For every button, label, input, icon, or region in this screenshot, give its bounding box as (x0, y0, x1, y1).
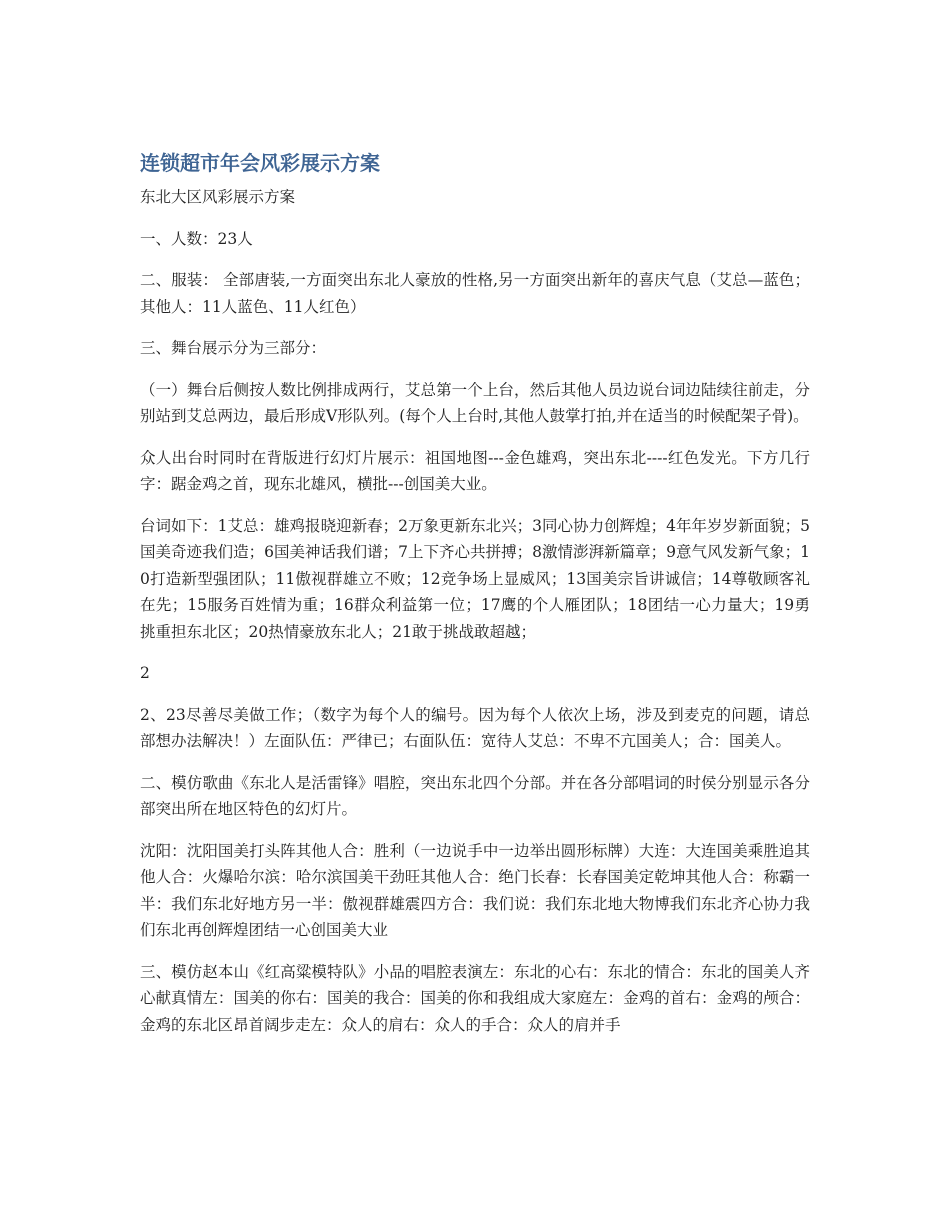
paragraph-costume: 二、服装： 全部唐装,一方面突出东北人豪放的性格,另一方面突出新年的喜庆气息（艾总—蓝色；其他人：11人蓝色、11人红色） (140, 271, 810, 316)
paragraph-part-one: （一）舞台后侧按人数比例排成两行，艾总第一个上台，然后其他人员边说台词边陆续往前走，分别站到艾总两边，最后形成V形队列。(每个人上台时,其他人鼓掌打拍,并在适当的时候配架子骨)。 (140, 380, 810, 425)
paragraph-page-number: 2 (140, 664, 150, 682)
paragraph-headcount: 一、人数：23人 (140, 229, 253, 248)
paragraph-song-imitation: 二、模仿歌曲《东北人是活雷锋》唱腔，突出东北四个分部。并在各分部唱词的时侯分别显示各分部突出所在地区特色的幻灯片。 (140, 773, 810, 818)
document-title: 连锁超市年会风彩展示方案 (140, 151, 380, 175)
paragraph-branches: 沈阳：沈阳国美打头阵其他人合：胜利（一边说手中一边举出圆形标牌）大连：大连国美乘胜追其他人合：火爆哈尔滨：哈尔滨国美干劲旺其他人合：绝门长春：长春国美定乾坤其他人合：称霸一半：我们东北好地方另一半：傲视群雄震四方合：我们说：我们东北地大物博我们东北齐心协力我们东北再创辉煌团结一心创国美大业 (140, 841, 810, 939)
document-page (140, 146, 810, 1053)
paragraph-slideshow: 众人出台时同时在背版进行幻灯片展示：祖国地图---金色雄鸡，突出东北----红色发光。下方几行字：踞金鸡之首，现东北雄风，横批---创国美大业。 (140, 448, 810, 493)
document-subtitle: 东北大区风彩展示方案 (140, 188, 296, 206)
paragraph-lines: 台词如下：1艾总：雄鸡报晓迎新春；2万象更新东北兴；3同心协力创辉煌；4年年岁岁新面貌；5国美奇迹我们造；6国美神话我们谱；7上下齐心共拼搏；8激情澎湃新篇章；9意气风发新气象；10打造新型强团队；11傲视群雄立不败；12竞争场上显威风；13国美宗旨讲诚信；14尊敬顾客礼在先；15服务百姓情为重；16群众利益第一位；17鹰的个人雁团队；18团结一心力量大；19勇挑重担东北区；20热情豪放东北人；21敢于挑战敢超越； (140, 516, 810, 641)
paragraph-skit-imitation: 三、模仿赵本山《红高粱模特队》小品的唱腔表演左：东北的心右：东北的情合：东北的国美人齐心献真情左：国美的你右：国美的我合：国美的你和我组成大家庭左：金鸡的首右：金鸡的颅合：金鸡的东北区昂首阔步走左：众人的肩右：众人的手合：众人的肩并手 (140, 962, 810, 1034)
paragraph-stage-parts: 三、舞台展示分为三部分： (140, 339, 327, 357)
paragraph-lines-continued: 2、23尽善尽美做工作；（数字为每个人的编号。因为每个人依次上场，涉及到麦克的问题，请总部想办法解决！）左面队伍：严律已；右面队伍：宽待人艾总：不卑不亢国美人；合：国美人。 (140, 705, 810, 750)
